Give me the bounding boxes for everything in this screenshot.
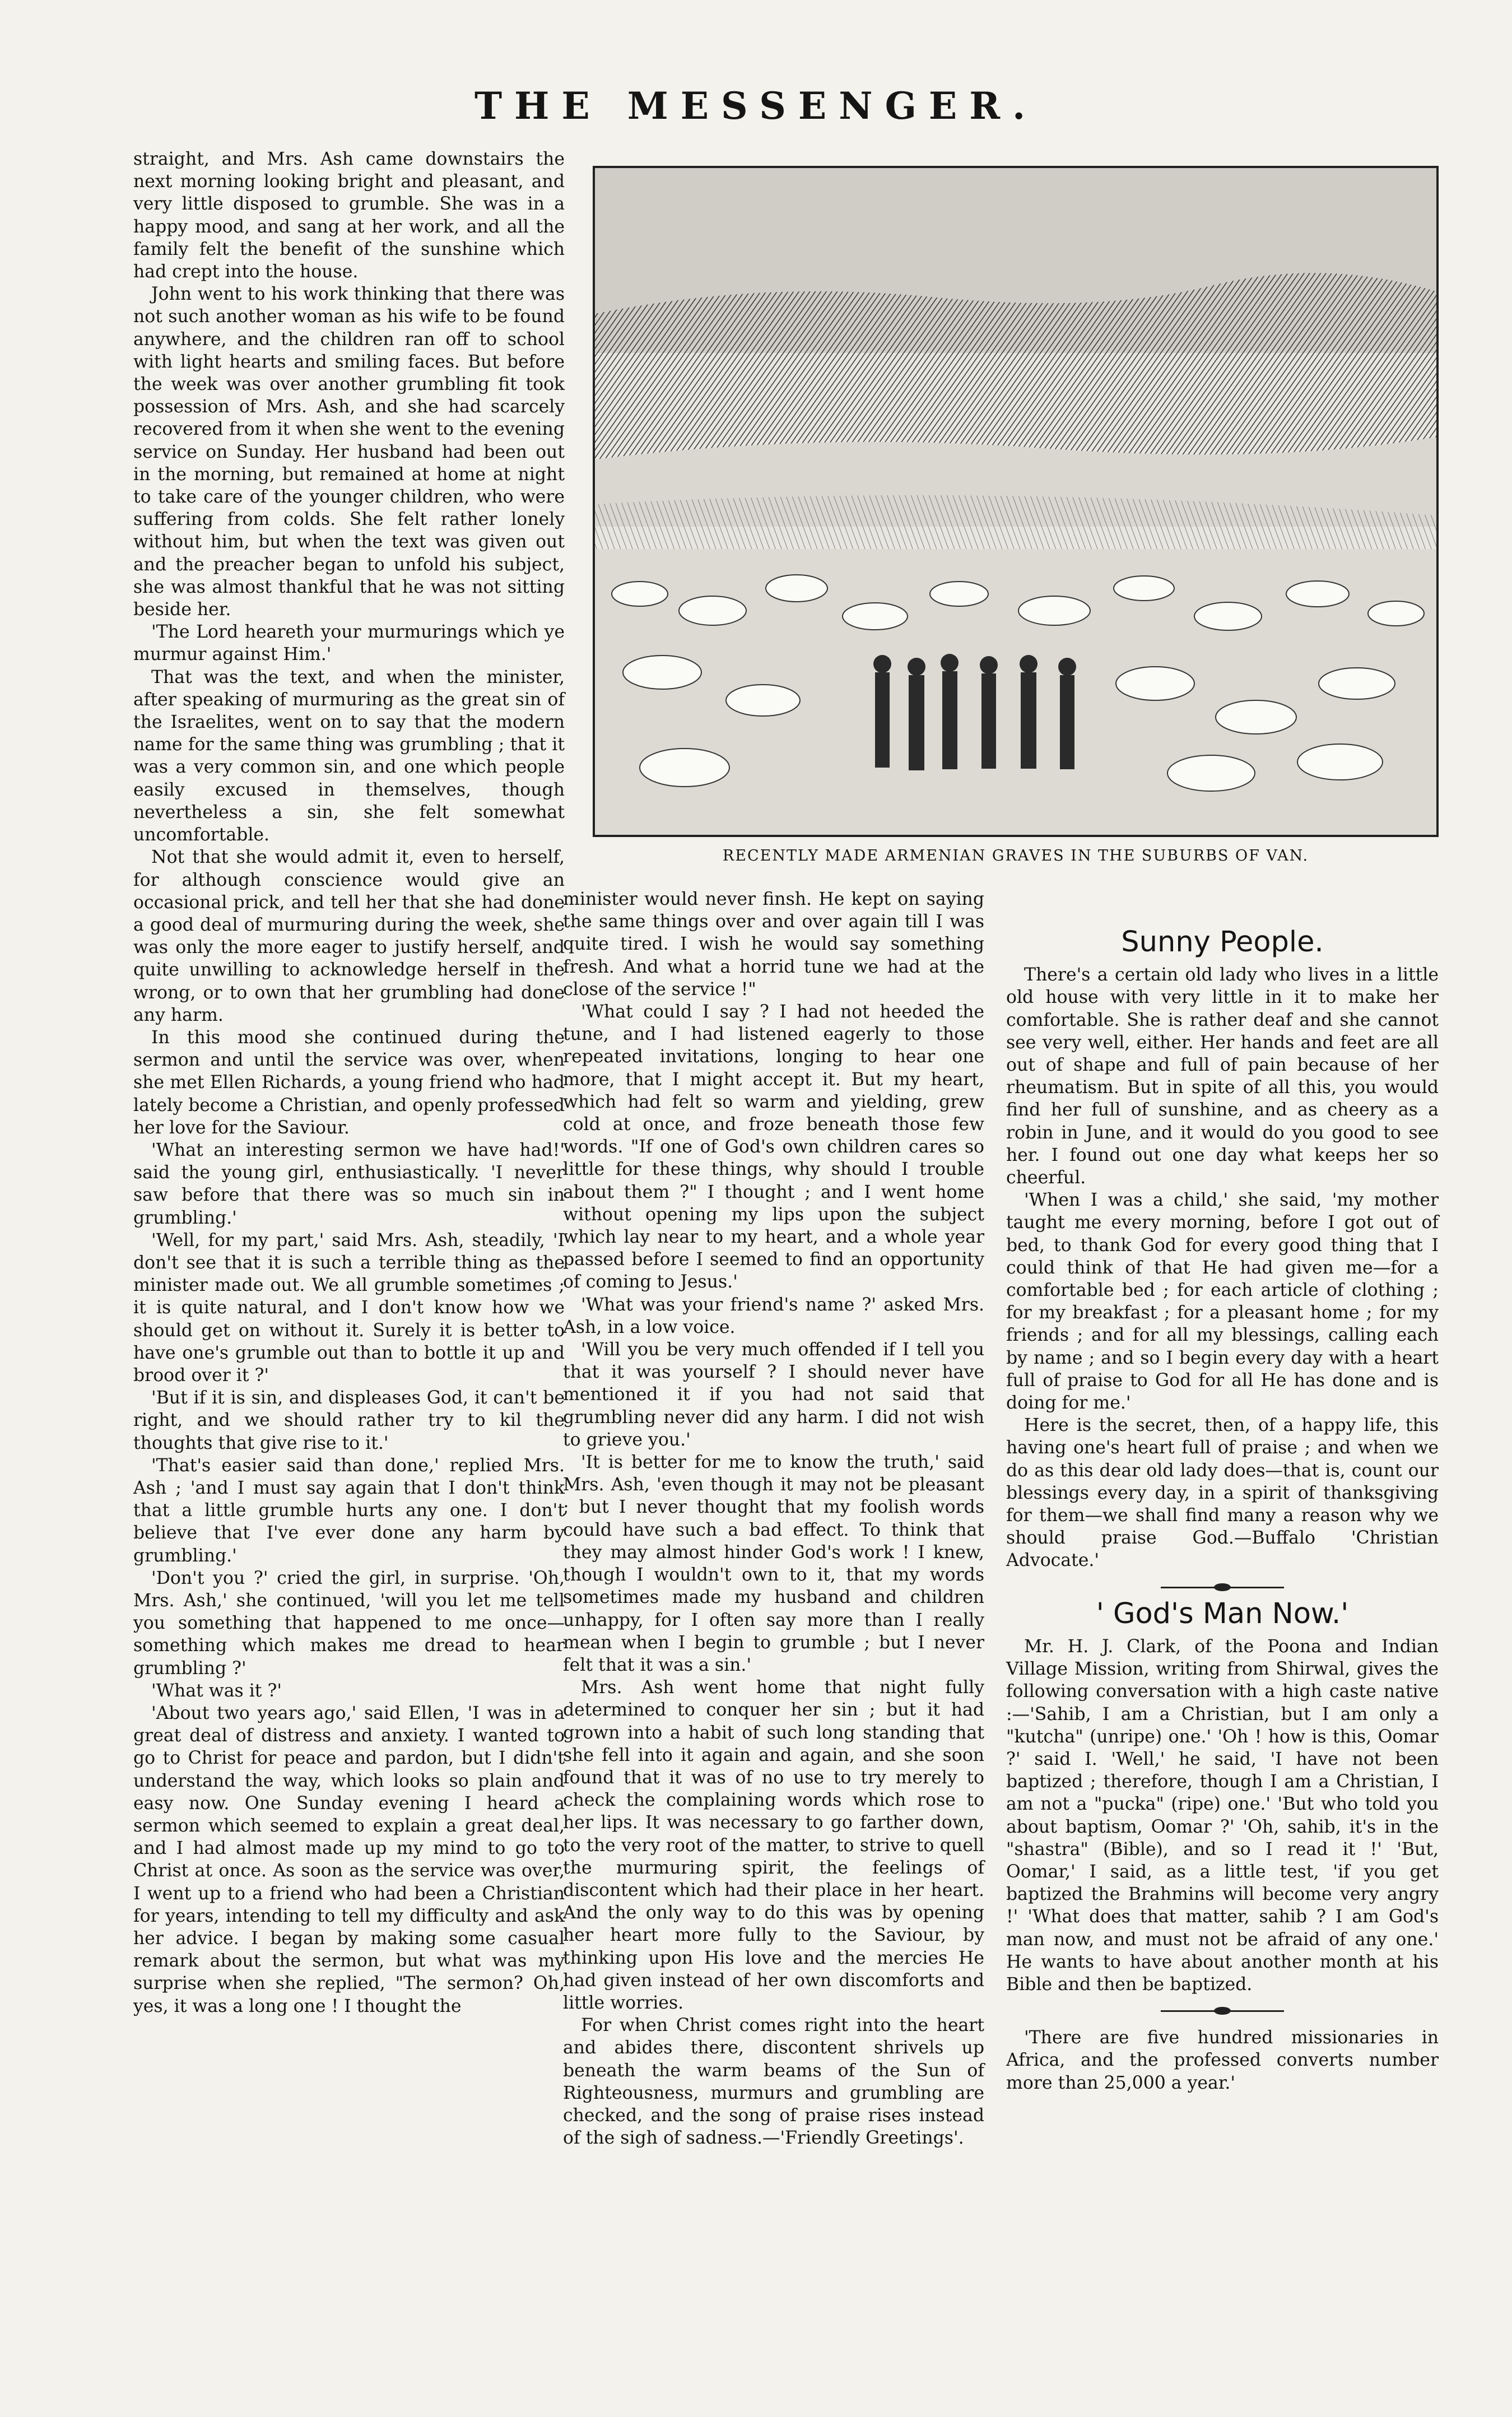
paragraph: Mrs. Ash went home that night fully determined to conquer her sin ; but it had grown into a habit of such long standing that she fell into it again and again, and she soon found that it was of no use to try merely to check the complaining words which rose to her lips. It was necessary to go farther down, to the very root of the matter, to strive to quell the murmuring spirit, the feelings of discontent which had their place in her heart. And the only way to do this was by opening her heart more fully to the Saviour, by thinking upon His love and the mercies He had given instead of her own discomforts and little worries. (563, 1677, 984, 2013)
paragraph: 'There are five hundred missionaries in Africa, and the professed converts number more than 25,000 a year.' (1006, 2028, 1439, 2093)
paragraph: 'But if it is sin, and displeases God, it can't be right, and we should rather try to kil the thoughts that give rise to it.' (133, 1388, 565, 1453)
paragraph: In this mood she continued during the sermon and until the service was over, when she met Ellen Richards, a young friend who had lately become a Christian, and openly professed her love for the Saviour. (133, 1027, 565, 1138)
paragraph: straight, and Mrs. Ash came downstairs the next morning looking bright and pleasant, and very little disposed to grumble. She was in a happy mood, and sang at her work, and all the family felt the benefit of the sunshine which had crept into the house. (133, 149, 565, 282)
section-divider (1161, 1587, 1284, 1588)
paragraph: There's a certain old lady who lives in a little old house with very little in it to make her comfortable. She is rather deaf and she cannot see very well, either. Her hands and feet are all out of shape and full of pain because of her rheumatism. But in spite of all this, you would find her full of sunshine, and as cheery as a robin in June, and it would do you good to see her. I found out one day what keeps her so cheerful. (1006, 965, 1439, 1188)
paragraph: 'About two years ago,' said Ellen, 'I was in a great deal of distress and anxiety. I wanted to go to Christ for peace and pardon, but I didn't understand the way, which looks so plain and easy now. One Sunday evening I heard a sermon which seemed to explain a great deal, and I had almost made up my mind to go to Christ at once. As soon as the service was over, I went up to a friend who had been a Christian for years, intending to tell my difficulty and ask her advice. I began by making some casual remark about the sermon, but what was my surprise when she replied, "The sermon? Oh, yes, it was a long one ! I thought the (133, 1703, 565, 2016)
paragraph: John went to his work thinking that there was not such another woman as his wife to be found anywhere, and the children ran off to school with light hearts and smiling faces. But before the week was over another grumbling fit took possession of Mrs. Ash, and she had scarcely recovered from it when she went to the evening service on Sunday. Her husband had been out in the morning, but remained at home at night to take care of the younger children, who were suffering from colds. She felt rather lonely without him, but when the text was given out and the preacher began to unfold his subject, she was almost thankful that he was not sitting beside her. (133, 284, 565, 620)
paragraph: 'It is better for me to know the truth,' said Mrs. Ash, 'even though it may not be pleasant ; but I never thought that my foolish words could have such a bad effect. To think that they may almost hinder God's work ! I knew, though I wouldn't own to it, that my words sometimes made my husband and children unhappy, for I often say more than I really mean when I begin to grumble ; but I never felt that it was a sin.' (563, 1452, 984, 1675)
paragraph: 'Well, for my part,' said Mrs. Ash, steadily, 'I don't see that it is such a terrible thing as the minister made out. We all grumble sometimes ; it is quite natural, and I don't know how we should get on without it. Surely it is better to have one's grumble out than to bottle it up and brood over it ?' (133, 1230, 565, 1386)
paragraph: minister would never finsh. He kept on saying the same things over and over again till I was quite tired. I wish he would say something fresh. And what a horrid tune we had at the close of the service !" (563, 889, 984, 1000)
masthead-title: THE MESSENGER. (474, 84, 1038, 128)
column-left (133, 148, 565, 2018)
paragraph: 'What was your friend's name ?' asked Mrs. Ash, in a low voice. (563, 1294, 984, 1337)
article-heading-sunny-people: Sunny People. (1121, 926, 1324, 959)
paragraph: 'When I was a child,' she said, 'my mother taught me every morning, before I got out of bed, to thank God for every good thing that I could think of that He had given me—for a comfortable bed ; for each article of clothing ; for my breakfast ; for a pleasant home ; for my friends ; and for all my blessings, calling each by name ; and so I begin every day with a heart full of praise to God for all He has done and is doing for me.' (1006, 1190, 1439, 1414)
column-right (1006, 926, 1439, 2094)
paragraph: 'What could I say ? I had not heeded the tune, and I had listened eagerly to those repeated invitations, longing to hear one more, that I might accept it. But my heart, which had felt so warm and yielding, grew cold at once, and froze beneath those few words. "If one of God's own children cares so little for these things, why should I trouble about them ?" I thought ; and I went home without opening my lips upon the subject which lay near to my heart, and a whole year passed before I seemed to find an opportunity of coming to Jesus.' (563, 1002, 984, 1293)
paragraph: 'What was it ?' (151, 1680, 282, 1701)
paragraph: 'Will you be very much offended if I tell you that it was yourself ? I should never have mentioned it if you had not said that grumbling never did any harm. I did not wish to grieve you.' (563, 1340, 984, 1450)
article-heading-gods-man-now: ' God's Man Now.' (1096, 1597, 1349, 1630)
paragraph: 'What an interesting sermon we have had!' said the young girl, enthusiastically. 'I never saw before that there was so much sin in grumbling.' (133, 1140, 565, 1228)
paragraph: For when Christ comes right into the heart and abides there, discontent shrivels up beneath the warm beams of the Sun of Righteousness, murmurs and grumbling are checked, and the song of praise rises instead of the sigh of sadness.—'Friendly Greetings'. (563, 2015, 984, 2149)
paragraph: 'That's easier said than done,' replied Mrs. Ash ; 'and I must say again that I don't think that a little grumble hurts any one. I don't believe that I've ever done any harm by grumbling.' (133, 1455, 565, 1566)
figure-caption: RECENTLY MADE ARMENIAN GRAVES IN THE SUBURBS OF VAN. (722, 847, 1309, 864)
paragraph: Here is the secret, then, of a happy life, this having one's heart full of praise ; and when we do as this dear old lady does—that is, count our blessings every day, in a spirit of thanksgiving for them—we shall find many a reason why we should praise God.—Buffalo 'Christian Advocate.' (1006, 1415, 1439, 1571)
paragraph: That was the text, and when the minister, after speaking of murmuring as the great sin of the Israelites, went on to say that the modern name for the same thing was grumbling ; that it was a very common sin, and one which people easily excused in themselves, though nevertheless a sin, she felt somewhat uncomfortable. (133, 667, 565, 845)
paragraph: 'The Lord heareth your murmurings which ye murmur against Him.' (133, 622, 565, 665)
engraving-illustration (593, 166, 1439, 837)
section-divider (1161, 2010, 1284, 2012)
paragraph: Mr. H. J. Clark, of the Poona and Indian Village Mission, writing from Shirwal, gives the following conversation with a high caste native :—'Sahib, I am a Christian, but I am only a "kutcha" (unripe) one.' 'Oh ! how is this, Oomar ?' said I. 'Well,' he said, 'I have not been baptized ; therefore, though I am a Christian, I am not a "pucka" (ripe) one.' 'But who told you about baptism, Oomar ?' 'Oh, sahib, it's in the "shastra" (Bible), and so I read it !' 'But, Oomar,' I said, as a little test, 'if you get baptized the Brahmins will become very angry !' 'What does that matter, sahib ? I am God's man now, and must not be afraid of any one.' He wants to have about another month at his Bible and then be baptized. (1006, 1636, 1439, 1995)
column-middle (563, 888, 984, 2149)
paragraph: Not that she would admit it, even to herself, for although conscience would give an occasional prick, and tell her that she had done a good deal of murmuring during the week, she was only the more eager to justify herself, and quite unwilling to acknowledge herself in the wrong, or to own that her grumbling had done any harm. (133, 847, 565, 1025)
paragraph: 'Don't you ?' cried the girl, in surprise. 'Oh, Mrs. Ash,' she continued, 'will you let me tell you something that happened to me once—something which makes me dread to hear grumbling ?' (133, 1568, 565, 1679)
graves-scene-image (595, 168, 1436, 835)
